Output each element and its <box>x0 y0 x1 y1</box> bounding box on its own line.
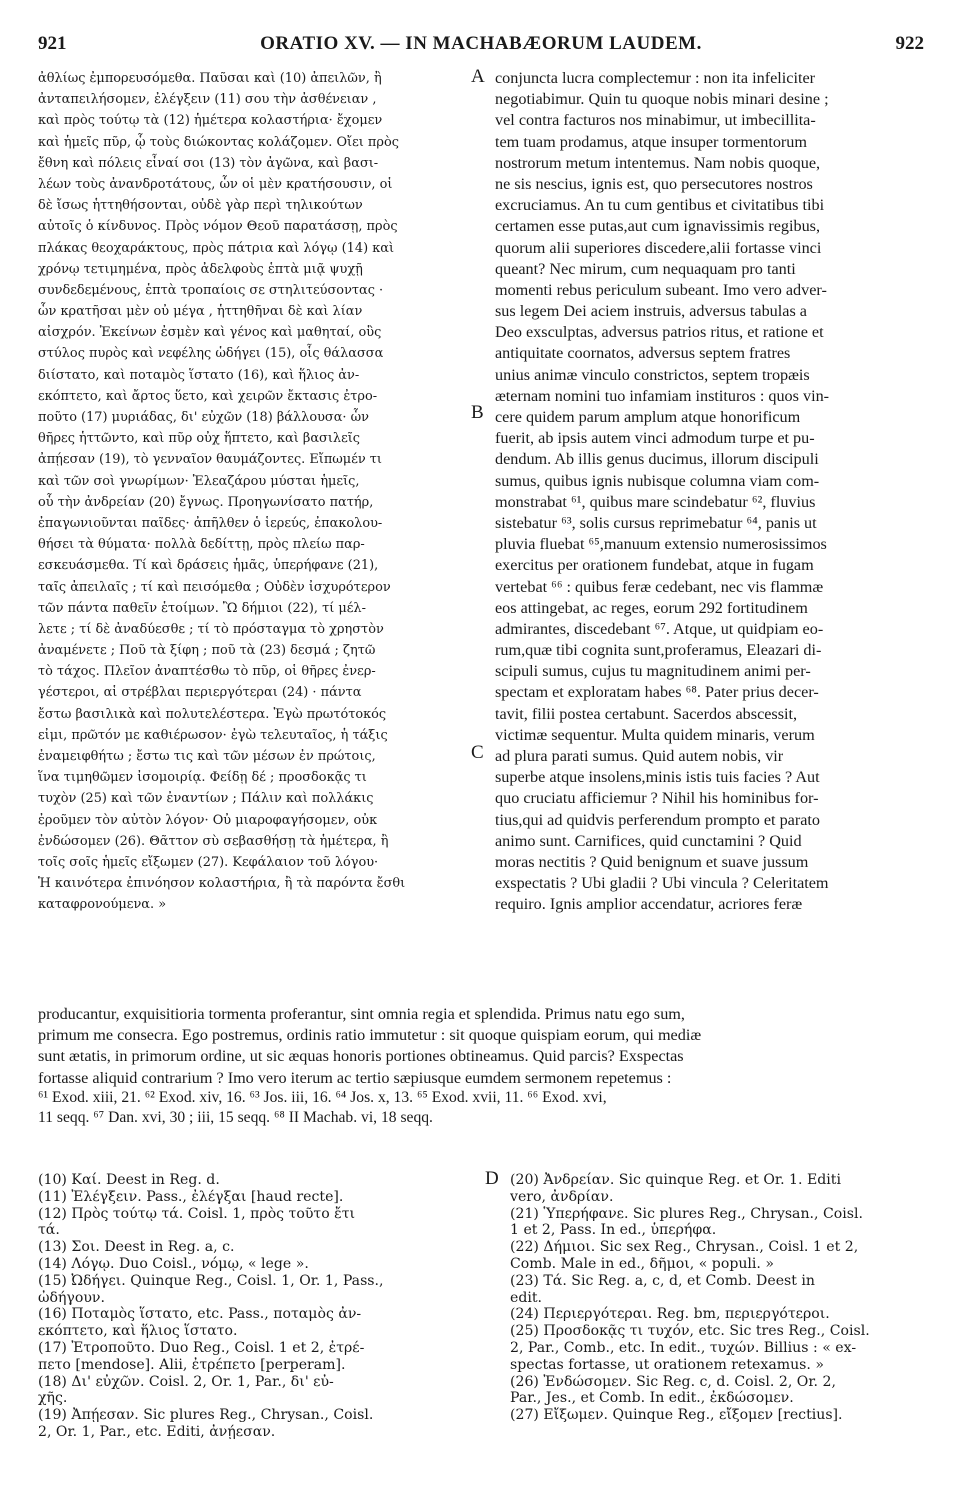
latin-text-line: superbe atque insolens,minis istis tuis facies ? Aut <box>495 768 820 787</box>
greek-text-line: τῶν πάντα παθεῖν ἑτοίμων. Ὢ δήμιοι (22), τί μέλ- <box>38 600 366 616</box>
greek-text-line: Ἡ καινότερα ἐπινόησον κολαστήρια, ἢ τὰ παρόντα ἔσθι <box>38 876 406 892</box>
greek-text-line: οὗ τὴν ἀνδρείαν (20) ἔγνως. Προηγωνίσατο πατήρ, <box>38 494 374 510</box>
greek-text-line: εἰμι, πρῶτόν με καθιέρωσον· ἐγὼ τελευταῖος, ἡ τάξις <box>38 727 388 743</box>
critical-note-line: πετο [mendose]. Alii, ἐτρέπετο [perperam]. <box>38 1356 346 1373</box>
page-header <box>38 33 924 59</box>
latin-text-line: pluvia fluebat ⁶⁵,manuum extensio numerosissimos <box>495 535 827 554</box>
critical-note-line: (15) Ὠδήγει. Quinque Reg., Coisl. 1, Or. 1, Pass., <box>38 1272 384 1289</box>
latin-text-line: requiro. Ignis amplior accendatur, acriores feræ <box>495 895 803 914</box>
greek-text-line: ἔστω βασιλικὰ καὶ πολυτελέστερα. Ἐγὼ πρωτότοκός <box>38 706 387 722</box>
greek-text-line: ἔθνη καὶ πόλεις εἶναί σοι (13) τὸν ἀγῶνα, καὶ βασι- <box>38 155 379 171</box>
latin-text-line: nostrorum metum intentemus. Nam nobis quoque, <box>495 153 821 172</box>
latin-text-line: vel contra facturos nos minabimur, ut imbecillita- <box>495 111 816 130</box>
latin-text-line: unius animæ vinculo constrictos, septem tropæis <box>495 365 810 384</box>
greek-text-line: ὧν κρατῆσαι μὲν οὐ μέγα , ἡττηθῆναι δὲ καὶ λίαν <box>38 304 363 320</box>
section-marker-a: A <box>471 66 485 87</box>
latin-text-line: certamen esse putas,aut cum ignavissimis regibus, <box>495 217 821 236</box>
greek-text-line: καὶ τῶν σοὶ γνωρίμων· Ἐλεαζάρου μύσται ἡμεῖς, <box>38 473 360 489</box>
critical-note-line: edit. <box>510 1289 543 1306</box>
latin-text-line: victimæ sequentur. Multa quidem minaris, verum <box>495 725 815 744</box>
latin-full-width-line: primum me consecra. Ego postremus, ordinis ratio immutetur : sit quoque quispiam eorum, qui mediæ <box>38 1026 702 1045</box>
critical-note-line: (11) Ἐλέγξειν. Pass., ἐλέγξαι [haud recte]. <box>38 1188 344 1205</box>
critical-note-line: 1 et 2, Pass. In ed., ὑπερήφα. <box>510 1222 717 1239</box>
latin-text-line: tius,qui ad quidvis perferendum prompto et parato <box>495 810 821 829</box>
latin-text-line: admirantes, discedebant ⁶⁷. Atque, ut quidpiam eo- <box>495 619 824 638</box>
critical-note-line: (20) Ἀνδρείαν. Sic quinque Reg. et Or. 1. Editi <box>510 1172 841 1188</box>
latin-text-line: tavit, filii postea certabunt. Sacerdos abscessit, <box>495 704 798 723</box>
latin-full-width-line: sunt ætatis, in primorum ordine, ut sic æquas honoris portiones obtineamus. Quid parcis? Exspectas <box>38 1047 684 1066</box>
greek-text-line: συνδεδεμένους, ἑπτὰ τροπαίοις σε στηλιτεύσοντας · <box>38 282 384 298</box>
critical-note-line: τά. <box>38 1222 60 1239</box>
greek-text-line: τὸ τάχος. Πλεῖον ἀναπτέσθω τὸ πῦρ, οἱ θῆρες ἐνερ- <box>38 664 376 680</box>
latin-text-column <box>495 68 927 916</box>
latin-text-line: antiquitate coornatos, adversus septem fratres <box>495 344 791 363</box>
latin-text-line: scipuli sumus, cujus tu magnitudinem animi per- <box>495 662 811 681</box>
greek-text-column <box>38 68 464 916</box>
greek-text-line: καὶ πρὸς τούτῳ τὰ (12) ἡμέτερα κολαστήρια· ἔχομεν <box>38 113 383 129</box>
greek-text-line: διίστατο, καὶ ποταμὸς ἵστατο (16), καὶ ἥλιος ἀν- <box>38 367 360 383</box>
greek-text-line: ἐροῦμεν τὸν αὐτὸν λόγον· Οὐ μιαροφαγήσομεν, οὐκ <box>38 812 378 828</box>
greek-text-line: ἐνδώσομεν (26). Θᾶττον σὺ σεβασθήσῃ τὰ ἡμέτερα, ἢ <box>38 833 389 849</box>
greek-text-line: ἐναμειφθήτω ; ἔστω τις καὶ τῶν μέσων ἐν πρώτοις, <box>38 749 376 764</box>
latin-text-line: Deo exsculptas, adversus patrios ritus, et ratione et <box>495 323 824 342</box>
latin-text-line: exspectatis ? Ubi gladii ? Ubi vincula ? Celeritatem <box>495 874 829 893</box>
critical-note-line: (23) Τά. Sic Reg. a, c, d, et Comb. Deest in <box>510 1272 815 1289</box>
latin-text-line: sistebatur ⁶³, solis cursus reprimebatur ⁶⁴, panis ut <box>495 513 817 532</box>
greek-text-line: αἰσχρόν. Ἐκείνων ἐσμὲν καὶ γένος καὶ μαθηταί, οὓς <box>38 325 382 341</box>
greek-text-line: θῆρες ἡττῶντο, καὶ πῦρ οὐχ ἥπτετο, καὶ βασιλεῖς <box>38 431 361 447</box>
latin-full-width-line: producantur, exquisitioria tormenta proferantur, sint omnia regia et splendida. Primus natu ego sum, <box>38 1005 685 1023</box>
latin-text-line: ad plura parati sumus. Quid autem nobis, vir <box>495 747 784 765</box>
critical-note-line: (13) Σοι. Deest in Reg. a, c. <box>38 1239 235 1256</box>
critical-note-line: (26) Ἐνδώσομεν. Sic Reg. c, d. Coisl. 2, Or. 2, <box>510 1373 836 1390</box>
critical-note-line: 2, Par., Comb., etc. In edit., τυχών. Billius : « ex- <box>510 1339 857 1356</box>
greek-text-line: τυχὸν (25) καὶ τῶν ἐναντίων ; Πάλιν καὶ πολλάκις <box>38 791 374 807</box>
latin-full-width-line: fortasse aliquid contrarium ? Imo vero iterum ac tertio sæpiusque eumdem sermonem repetemus : <box>38 1068 672 1087</box>
latin-text-line: moras nectitis ? Quid benignum et suave jussum <box>495 852 809 871</box>
greek-text-line: πλάκας θεοχαράκτους, πρὸς πάτρια καὶ λόγῳ (14) καὶ <box>38 240 395 256</box>
critical-note-line: (19) Ἀπῄεσαν. Sic plures Reg., Chrysan., Coisl. <box>38 1407 374 1424</box>
latin-text-line: quo cruciatu afficiemur ? Nihil his hominibus for- <box>495 789 819 808</box>
critical-note-line: Par., Jes., et Comb. In edit., ἐκδώσομεν. <box>510 1390 794 1407</box>
latin-text-line: negotiabimur. Quin tu quoque nobis minari desine ; <box>495 90 829 109</box>
greek-text-line: ποῦτο (17) μυριάδας, δι' εὐχῶν (18) βάλλουσα· ὧν <box>38 410 369 425</box>
latin-text-line: excruciamus. An tu cum gentibus et civitatibus tibi <box>495 196 825 215</box>
greek-text-line: ταῖς ἀπειλαῖς ; τί καὶ πεισόμεθα ; Οὐδὲν ἰσχυρότερον <box>38 579 391 595</box>
greek-text-line: ἐπαγωνιοῦνται παῖδες· ἀπῆλθεν ὁ ἱερεύς, ἐπακολου- <box>38 515 383 531</box>
page-number-right: 922 <box>895 33 924 54</box>
latin-text-line: fuerit, ab ipsis autem vinci admodum turpe et pu- <box>495 429 815 448</box>
critical-note-line: χῆς. <box>38 1390 68 1407</box>
critical-note-line: (14) Λόγῳ. Duo Coisl., νόμῳ, « lege ». <box>38 1255 309 1272</box>
scripture-reference-line: ⁶¹ Exod. xiii, 21. ⁶² Exod. xiv, 16. ⁶³ Jos. iii, 16. ⁶⁴ Jos. x, 13. ⁶⁵ Exod. xvii, 11. ⁶⁶ Exod. xvi, <box>38 1089 607 1106</box>
latin-text-line: vertebat ⁶⁶ : quibus feræ cedebant, nec vis flammæ <box>495 577 824 596</box>
critical-note-line: (24) Περιεργότεραι. Reg. bm, περιεργότεροι. <box>510 1306 830 1323</box>
scripture-references <box>38 1088 926 1128</box>
greek-text-line: λετε ; τί δὲ ἀναδύεσθε ; τί τὸ πρόσταγμα τὸ χρηστὸν <box>38 621 384 637</box>
latin-text-line: dendum. Ab illis genus ducimus, illorum discipuli <box>495 450 819 469</box>
greek-text-line: καὶ ἡμεῖς πῦρ, ᾧ τοὺς διώκοντας κολάζομεν. Οἴει πρὸς <box>38 134 399 150</box>
latin-text-line: eos attingebat, ac reges, eorum 292 fortitudinem <box>495 598 808 617</box>
section-marker-c: C <box>471 742 484 763</box>
greek-text-line: θήσει τὰ θύματα· πολλὰ δεδίττῃ, πρὸς πλείω παρ- <box>38 537 365 553</box>
critical-note-line: (18) Δι' εὐχῶν. Coisl. 2, Or. 1, Par., δι' εὐ- <box>38 1373 334 1390</box>
critical-notes-right <box>510 1172 930 1424</box>
running-title: ORATIO XV. — IN MACHABÆORUM LAUDEM. <box>260 33 702 54</box>
latin-text-line: rum,quæ tibi cognita sunt,proferamus, Eleazari di- <box>495 641 822 660</box>
critical-note-line: (21) Ὑπερήφανε. Sic plures Reg., Chrysan., Coisl. <box>510 1205 863 1222</box>
critical-note-line: 2, Or. 1, Par., etc. Editi, ἀνῄεσαν. <box>38 1423 276 1440</box>
section-marker-d: D <box>485 1168 499 1189</box>
latin-text-line: conjuncta lucra complectemur : non ita infeliciter <box>495 69 816 87</box>
latin-text-line: exercitus per orationem fundebat, atque in fugam <box>495 556 814 575</box>
critical-notes-left <box>38 1172 478 1441</box>
page-number-left: 921 <box>38 33 67 54</box>
greek-text-line: στύλος πυρὸς καὶ νεφέλης ὡδήγει (15), οἷς θάλασσα <box>38 346 384 362</box>
greek-text-line: γέστεροι, αἱ στρέβλαι περιεργότεραι (24) · πάντα <box>38 685 362 701</box>
latin-text-line: cere quidem parum amplum atque honorificum <box>495 408 801 426</box>
latin-text-line: ne sis nescius, ignis est, quo persecutores nostros <box>495 174 813 193</box>
latin-text-line: sus legem Dei aciem instruis, adversus tabulas a <box>495 302 807 321</box>
greek-text-line: ἵνα τιμηθῶμεν ἰσομοιρίᾳ. Φείδῃ δέ ; προσδοκᾷς τι <box>38 770 367 786</box>
critical-note-line: (12) Πρὸς τούτῳ τά. Coisl. 1, πρὸς τοῦτο ἔτι <box>38 1205 356 1222</box>
critical-note-line: spectas fortasse, ut orationem retexamus. » <box>510 1356 824 1373</box>
critical-note-line: (10) Καί. Deest in Reg. d. <box>38 1172 220 1188</box>
latin-text-line: tem tuam prodamus, atque insuper tormentorum <box>495 132 807 151</box>
critical-note-line: (17) Ἐτροποῦτο. Duo Reg., Coisl. 1 et 2, ἐτρέ- <box>38 1339 365 1356</box>
critical-note-line: (25) Προσδοκᾷς τι τυχόν, etc. Sic tres Reg., Coisl. <box>510 1323 870 1340</box>
critical-note-line: (22) Δήμιοι. Sic sex Reg., Chrysan., Coisl. 1 et 2, <box>510 1239 859 1256</box>
scripture-reference-line: 11 seqq. ⁶⁷ Dan. xvi, 30 ; iii, 15 seqq. ⁶⁸ II Machab. vi, 18 seqq. <box>38 1109 433 1126</box>
critical-note-line: vero, ἀνδρίαν. <box>510 1188 614 1205</box>
latin-text-line: spectam et exploratam habes ⁶⁸. Pater prius decer- <box>495 683 819 702</box>
latin-text-line: æternam nomini tuo infamiam instituros : quos vin- <box>495 386 830 405</box>
greek-text-line: εκόπτετο, καὶ ἄρτος ὕετο, καὶ χειρῶν ἔκτασις ἐτρο- <box>38 388 378 404</box>
greek-text-line: εσκευάσμεθα. Τί καὶ δράσεις ἡμᾶς, ὑπερήφανε (21), <box>38 558 379 574</box>
latin-text-line: animo sunt. Carnifices, quid cunctamini ? Quid <box>495 831 802 850</box>
latin-text-line: monstrabat ⁶¹, quibus mare scindebatur ⁶², fluvius <box>495 492 816 511</box>
greek-text-line: ἀναμένετε ; Ποῦ τὰ ξίφη ; ποῦ τὰ (23) δεσμά ; ζητῶ <box>38 643 376 659</box>
greek-text-line: δὲ ἴσως ἡττηθήσονται, οὐδὲ γὰρ περὶ τηλικούτων <box>38 198 363 214</box>
greek-text-line: ἀπῄεσαν (19), τὸ γενναῖον θαυμάζοντες. Εἴπωμέν τι <box>38 452 382 468</box>
greek-text-line: ἀνταπειλήσομεν, ἐλέγξειν (11) σου τὴν ἀσθένειαν , <box>38 92 377 108</box>
critical-note-line: εκόπτετο, καὶ ἥλιος ἵστατο. <box>38 1323 238 1340</box>
greek-text-line: χρόνῳ τετιμημένα, πρὸς ἀδελφοὺς ἑπτὰ μιᾷ ψυχῇ <box>38 261 363 277</box>
latin-text-line: queant? Nec mirum, cum nequaquam pro tanti <box>495 259 796 278</box>
critical-note-line: ὠδήγουν. <box>38 1289 105 1306</box>
critical-note-line: (16) Ποταμὸς ἵστατο, etc. Pass., ποταμὸς ἀν- <box>38 1306 362 1323</box>
latin-text-continuation <box>38 1004 926 1089</box>
greek-text-line: καταφρονούμενα. » <box>38 897 167 913</box>
section-marker-b: B <box>471 402 484 423</box>
greek-text-line: ἀθλίως ἐμπορευσόμεθα. Παῦσαι καὶ (10) ἀπειλῶν, ἢ <box>38 71 382 86</box>
greek-text-line: λέων τοὺς ἀνανδροτάτους, ὧν οἱ μὲν κρατήσουσιν, οἱ <box>38 176 393 192</box>
greek-text-line: τοῖς σοῖς ἡμεῖς εἴξωμεν (27). Κεφάλαιον τοῦ λόγου· <box>38 854 379 870</box>
latin-text-line: momenti rebus periculum subeant. Imo vero adver- <box>495 280 827 299</box>
latin-text-line: sumus, quibus ignis nubisque columna viam com- <box>495 471 820 490</box>
critical-note-line: (27) Εἴξωμεν. Quinque Reg., εἴξομεν [rectius]. <box>510 1407 843 1424</box>
critical-note-line: Comb. Male in ed., δῆμοι, « populi. » <box>510 1255 775 1272</box>
greek-text-line: αὐτοῖς ὁ κίνδυνος. Πρὸς νόμον Θεοῦ παρατάσσῃ, πρὸς <box>38 219 398 235</box>
latin-text-line: quorum alii superiores discedere,alii fortasse vinci <box>495 238 822 257</box>
